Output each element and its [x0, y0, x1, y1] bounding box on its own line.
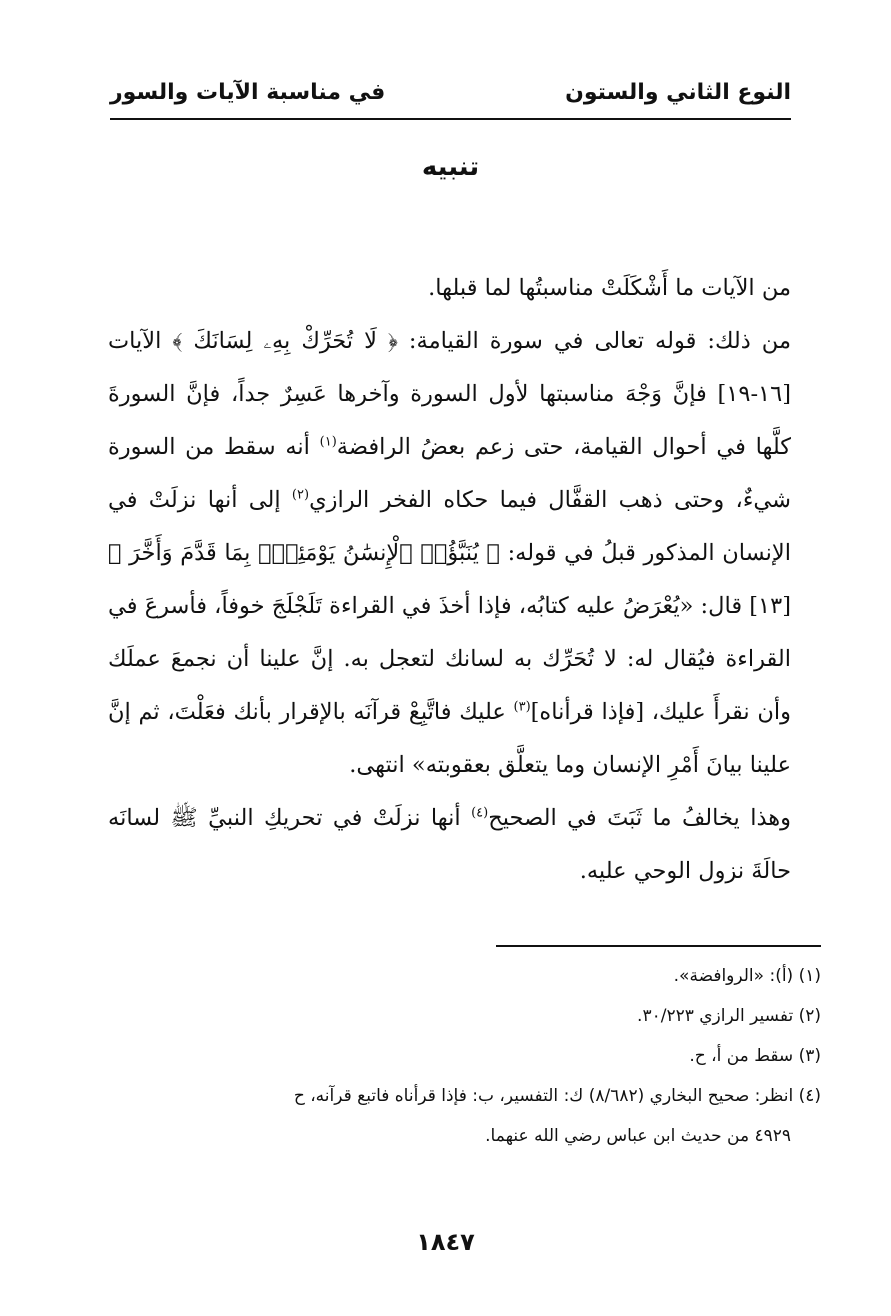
quran-verse-2: ﴿ يُنَبَّؤُا۟ ٱلْإِنسَٰنُ يَوْمَئِذٍۭ بِمَا قَدَّمَ وَأَخَّرَ ﴾: [108, 540, 500, 566]
paragraph-1-text: من الآيات ما أَشْكَلَتْ مناسبتُها لما قبلها.: [428, 275, 791, 301]
footnote-1: (١) (أ): «الروافضة».: [673, 966, 821, 986]
paragraph-2-part-6: عليك فاتَّبِعْ قرآنَه بالإقرار بأنك فعَلْتَ، ثم إنَّ علينا بيانَ أَمْرِ الإنسان وما يتعلَّق بعقوبته» انتهى.: [108, 699, 791, 778]
footnote-ref-1[interactable]: (١): [319, 434, 337, 450]
paragraph-2-part-2: الآيات [١٦-١٩] فإنَّ وَجْهَ مناسبتها لأول السورة وآخرها عَسِرٌ جداً، فإنَّ السورةَ كلَّها في أحوال القيامة، حتى زعم بعضُ الرافضة: [108, 328, 791, 460]
paragraph-3-part-1: وهذا يخالفُ ما ثَبَتَ في الصحيح: [488, 805, 792, 831]
footnote-4-continuation: ٤٩٢٩ من حديث ابن عباس رضي الله عنهما.: [485, 1126, 791, 1146]
running-header: [110, 72, 791, 112]
paragraph-3-part-2: أنها نزلَتْ في تحريكِ النبيِّ ﷺ لسانَه حالَةَ نزول الوحي عليه.: [108, 805, 791, 884]
paragraph-2: [108, 315, 791, 792]
section-title: تنبيه: [421, 152, 480, 182]
footnote-ref-2[interactable]: (٢): [291, 487, 310, 503]
footnote-ref-3[interactable]: (٣): [513, 699, 531, 715]
paragraph-2-part-1: من ذلك: قوله تعالى في سورة القيامة:: [397, 328, 791, 354]
header-book-title: في مناسبة الآيات والسور: [110, 79, 386, 105]
quran-verse-1: ﴿ لَا تُحَرِّكْ بِهِۦ لِسَانَكَ ﴾: [172, 328, 398, 354]
paragraph-1: [108, 262, 791, 315]
paragraph-2-part-4: إلى أنها نزلَتْ في الإنسان المذكور قبلُ في قوله:: [108, 487, 791, 566]
footnote-3: (٣) سقط من أ، ح.: [689, 1046, 821, 1066]
header-divider: [110, 118, 791, 120]
page-number: ١٨٤٧: [416, 1228, 475, 1256]
paragraph-3: [108, 792, 791, 898]
paragraph-2-part-5: [١٣] قال: «يُعْرَضُ عليه كتابُه، فإذا أخذَ في القراءة تَلَجْلَجَ خوفاً، فأسرعَ في القراءة فيُقال له: لا تُحَرِّك به لسانك لتعجل به. إنَّ علينا أن نجمعَ عملَك وأن نقرأَ عليك، [فإذا قرأناه]: [108, 593, 792, 725]
main-text: [108, 262, 791, 898]
paragraph-2-part-3: أنه سقط من السورة شيءٌ، وحتى ذهب القفَّال فيما حكاه الفخر الرازي: [108, 434, 792, 513]
footnotes: [100, 956, 821, 1156]
header-chapter-title: النوع الثاني والستون: [565, 79, 791, 105]
footnote-4: (٤) انظر: صحيح البخاري (٨/٦٨٢) ك: التفسير، ب: فإذا قرأناه فاتبع قرآنه، ح: [293, 1086, 821, 1106]
footnote-divider: [496, 945, 821, 947]
footnote-ref-4[interactable]: (٤): [471, 805, 489, 821]
footnote-2: (٢) تفسير الرازي ٣٠/٢٢٣.: [637, 1006, 821, 1026]
